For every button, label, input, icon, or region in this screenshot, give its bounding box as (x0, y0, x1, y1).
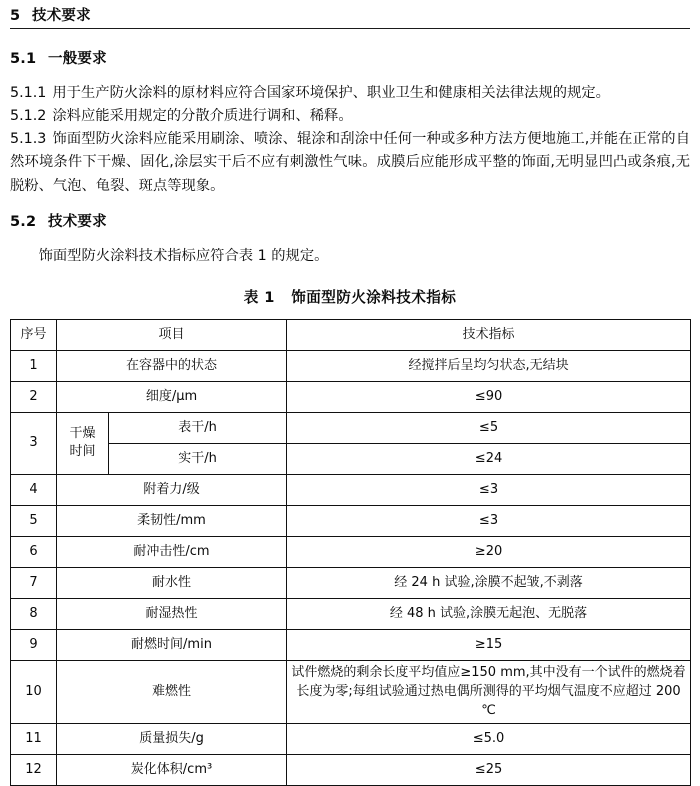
cell-item: 难燃性 (57, 660, 287, 724)
table-row (11, 443, 691, 474)
paragraph-5-1-2 (10, 105, 690, 128)
cell-index: ≤5.0 (287, 724, 691, 755)
subclause-number: 5.2 (10, 213, 37, 230)
cell-no: 4 (11, 474, 57, 505)
cell-item: 耐燃时间/min (57, 629, 287, 660)
cell-item: 炭化体积/cm³ (57, 755, 287, 786)
cell-item: 细度/μm (57, 381, 287, 412)
paragraph-5-1-1 (10, 82, 690, 105)
clause-title: 技术要求 (32, 8, 91, 24)
clause-heading-5 (10, 0, 690, 25)
table-caption-label: 表 1 (243, 288, 275, 306)
cell-index: 经 24 h 试验,涂膜不起皱,不剥落 (287, 567, 691, 598)
cell-no: 12 (11, 755, 57, 786)
cell-no: 6 (11, 536, 57, 567)
cell-item: 实干/h (109, 443, 287, 474)
paragraph-text: 用于生产防火涂料的原材料应符合国家环境保护、职业卫生和健康相关法律法规的规定。 (52, 85, 610, 101)
cell-index: ≤25 (287, 755, 691, 786)
cell-item: 耐水性 (57, 567, 287, 598)
cell-index: ≥15 (287, 629, 691, 660)
cell-index: ≤5 (287, 412, 691, 443)
cell-index: ≤24 (287, 443, 691, 474)
cell-item-group: 干燥 时间 (57, 412, 109, 474)
cell-index: ≤3 (287, 474, 691, 505)
cell-item: 耐冲击性/cm (57, 536, 287, 567)
paragraph-text: 饰面型防火涂料应能采用刷涂、喷涂、辊涂和刮涂中任何一种或多种方法方便地施工,并能在正常的自然环境条件下干燥、固化,涂层实干后不应有刺激性气味。成膜后应能形成平整的饰面,无明显凹凸或条痕,无脱粉、气泡、龟裂、斑点等现象。 (10, 131, 690, 194)
cell-item: 表干/h (109, 412, 287, 443)
table-caption-title: 饰面型防火涂料技术指标 (291, 288, 457, 306)
paragraph-5-1-3 (10, 128, 690, 197)
document-content (10, 0, 690, 786)
table-row (11, 412, 691, 443)
table-row (11, 350, 691, 381)
cell-no: 5 (11, 505, 57, 536)
cell-item: 在容器中的状态 (57, 350, 287, 381)
cell-index: 经搅拌后呈均匀状态,无结块 (287, 350, 691, 381)
subclause-number: 5.1 (10, 51, 37, 67)
table-row (11, 598, 691, 629)
cell-no: 7 (11, 567, 57, 598)
paragraph-5-2-intro: 饰面型防火涂料技术指标应符合表 1 的规定。 (38, 247, 329, 264)
subclause-heading-5-2 (10, 210, 690, 231)
table-row (11, 755, 691, 786)
table-row (11, 660, 691, 724)
paragraph-number: 5.1.1 (10, 85, 47, 101)
table-caption (10, 286, 690, 307)
cell-item: 柔韧性/mm (57, 505, 287, 536)
cell-no: 11 (11, 724, 57, 755)
table-row (11, 724, 691, 755)
paragraph-number: 5.1.3 (10, 131, 47, 148)
header-index: 技术指标 (287, 319, 691, 350)
table-row (11, 474, 691, 505)
table-row (11, 567, 691, 598)
table-row (11, 505, 691, 536)
table-header-row (11, 319, 691, 350)
table-row (11, 381, 691, 412)
subclause-heading-5-1 (10, 47, 690, 68)
paragraph-text: 涂料应能采用规定的分散介质进行调和、稀释。 (52, 108, 353, 125)
clause-number: 5 (10, 8, 21, 24)
subclause-title: 技术要求 (48, 213, 107, 230)
table-row (11, 536, 691, 567)
cell-item: 附着力/级 (57, 474, 287, 505)
cell-index: 试件燃烧的剩余长度平均值应≥150 mm,其中没有一个试件的燃烧着长度为零;每组试验通过热电偶所测得的平均烟气温度不应超过 200 ℃ (287, 660, 691, 724)
cell-no: 10 (11, 660, 57, 724)
header-no: 序号 (11, 319, 57, 350)
cell-no: 8 (11, 598, 57, 629)
cell-index: ≥20 (287, 536, 691, 567)
cell-no: 9 (11, 629, 57, 660)
cell-item: 质量损失/g (57, 724, 287, 755)
header-item: 项目 (57, 319, 287, 350)
table-row (11, 629, 691, 660)
cell-no: 1 (11, 350, 57, 381)
cell-index: 经 48 h 试验,涂膜无起泡、无脱落 (287, 598, 691, 629)
paragraph-number: 5.1.2 (10, 108, 47, 125)
cell-item: 耐湿热性 (57, 598, 287, 629)
subclause-title: 一般要求 (48, 51, 107, 67)
cell-index: ≤3 (287, 505, 691, 536)
cell-no: 3 (11, 412, 57, 474)
spec-table (10, 319, 691, 786)
cell-no: 2 (11, 381, 57, 412)
cell-index: ≤90 (287, 381, 691, 412)
